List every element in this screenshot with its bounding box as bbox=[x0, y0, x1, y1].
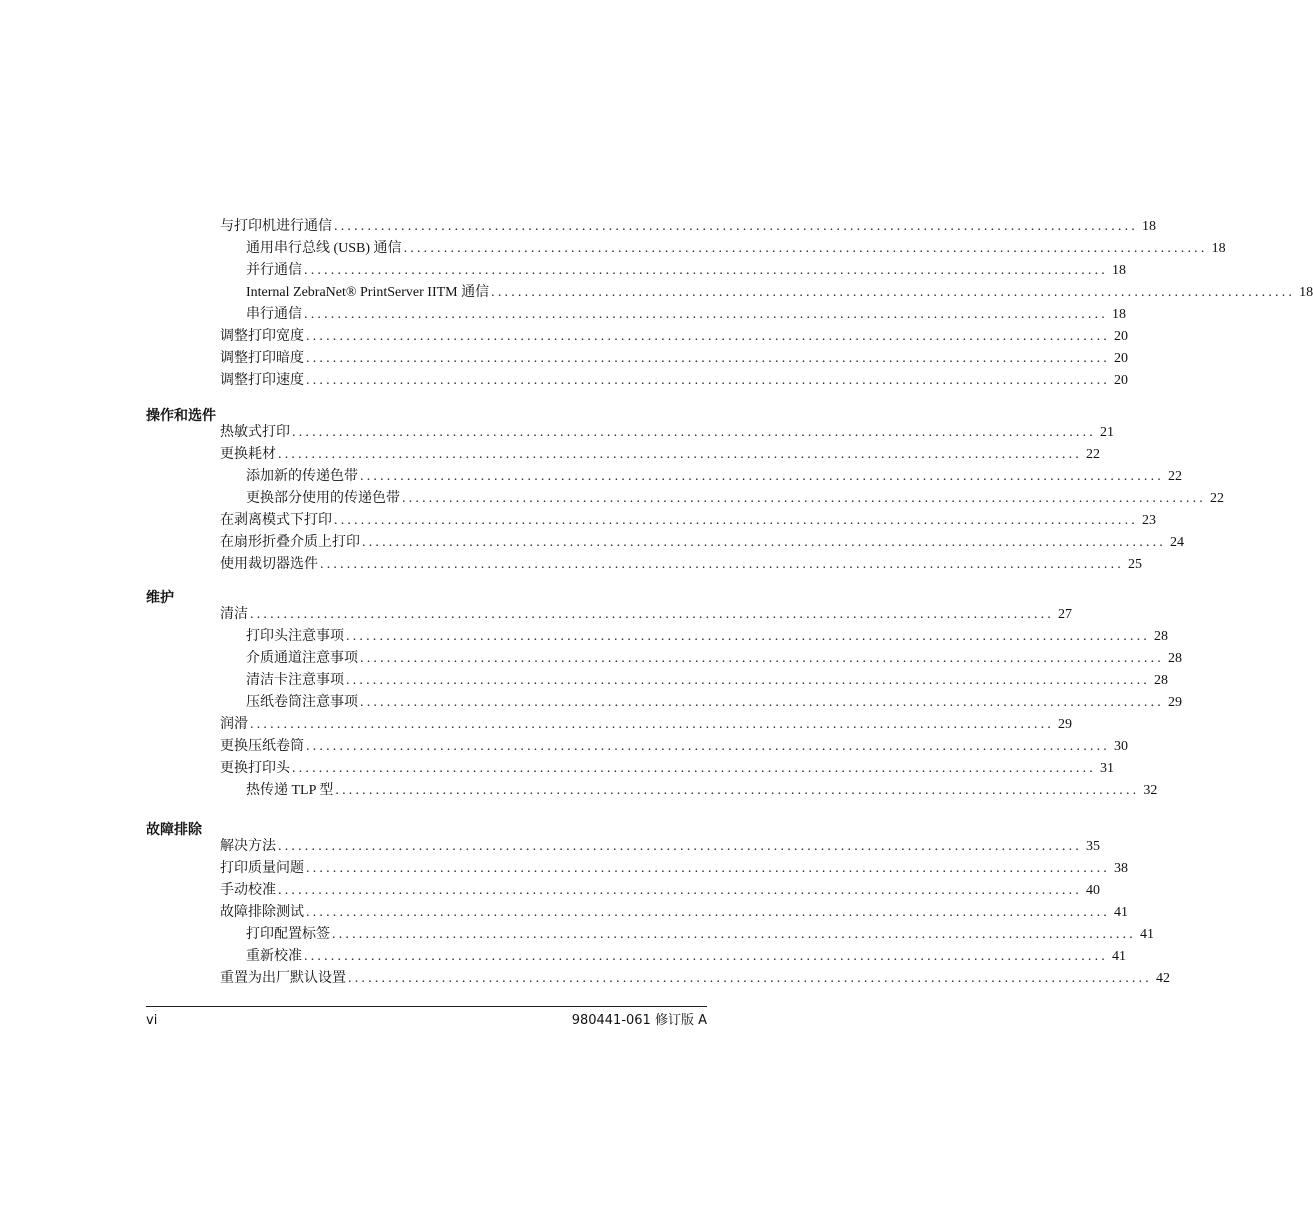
section-heading: 维护 bbox=[146, 590, 174, 606]
toc-entry-page-number: 18 bbox=[1112, 307, 1126, 322]
toc-dot-leader: ........................................................................................................................ bbox=[292, 425, 1096, 440]
toc-dot-leader: ........................................................................................................................ bbox=[346, 629, 1150, 644]
toc-entry[interactable] bbox=[220, 604, 1072, 626]
toc-entry-page-number: 28 bbox=[1154, 629, 1168, 644]
toc-dot-leader: ........................................................................................................................ bbox=[360, 469, 1164, 484]
toc-dot-leader: ........................................................................................................................ bbox=[332, 927, 1136, 942]
toc-entry[interactable] bbox=[246, 780, 1158, 802]
toc-entry-page-number: 22 bbox=[1168, 469, 1182, 484]
toc-dot-leader: ........................................................................................................................ bbox=[334, 219, 1138, 234]
toc-entry-page-number: 21 bbox=[1100, 425, 1114, 440]
toc-entry-page-number: 32 bbox=[1143, 783, 1158, 798]
toc-entry-page-number: 18 bbox=[1142, 219, 1156, 234]
toc-entry-page-number: 22 bbox=[1210, 491, 1224, 506]
toc-entry-title: 压纸卷筒注意事项 bbox=[246, 695, 358, 710]
toc-entry-title: 清洁 bbox=[220, 607, 248, 622]
toc-dot-leader: ........................................................................................................................ bbox=[403, 241, 1208, 256]
toc-entry-title: 使用裁切器选件 bbox=[220, 557, 318, 572]
section-heading: 操作和选件 bbox=[146, 408, 216, 424]
toc-entry[interactable] bbox=[220, 216, 1156, 238]
toc-dot-leader: ........................................................................................................................ bbox=[360, 695, 1164, 710]
toc-entry[interactable] bbox=[220, 326, 1128, 348]
toc-entry[interactable] bbox=[220, 736, 1128, 758]
toc-dot-leader: ........................................................................................................................ bbox=[304, 949, 1108, 964]
toc-entry[interactable] bbox=[246, 282, 1313, 304]
toc-dot-leader: ........................................................................................................................ bbox=[306, 351, 1110, 366]
toc-entry-title: 添加新的传递色带 bbox=[246, 469, 358, 484]
toc-entry-page-number: 25 bbox=[1128, 557, 1142, 572]
toc-entry-title: 通用串行总线 (USB) 通信 bbox=[246, 241, 402, 256]
toc-entry-title: 调整打印暗度 bbox=[220, 351, 304, 366]
toc-dot-leader: ........................................................................................................................ bbox=[402, 491, 1206, 506]
toc-entry[interactable] bbox=[246, 924, 1154, 946]
toc-entry-page-number: 41 bbox=[1140, 927, 1154, 942]
toc-entry[interactable] bbox=[220, 858, 1128, 880]
toc-entry[interactable] bbox=[220, 370, 1128, 392]
toc-entry[interactable] bbox=[220, 968, 1170, 990]
toc-entry-title: 重新校准 bbox=[246, 949, 302, 964]
toc-entry-title: 故障排除测试 bbox=[220, 905, 304, 920]
toc-entry[interactable] bbox=[246, 626, 1168, 648]
toc-entry-page-number: 28 bbox=[1154, 673, 1168, 688]
toc-entry[interactable] bbox=[246, 692, 1182, 714]
toc-entry-page-number: 20 bbox=[1114, 329, 1128, 344]
toc-dot-leader: ........................................................................................................................ bbox=[250, 717, 1054, 732]
toc-entry-title: 手动校准 bbox=[220, 883, 276, 898]
toc-entry-page-number: 42 bbox=[1156, 971, 1170, 986]
toc-entry[interactable] bbox=[246, 946, 1126, 968]
toc-entry-page-number: 38 bbox=[1114, 861, 1128, 876]
toc-entry-page-number: 30 bbox=[1114, 739, 1128, 754]
toc-entry[interactable] bbox=[220, 348, 1128, 370]
toc-entry-page-number: 27 bbox=[1058, 607, 1072, 622]
toc-dot-leader: ........................................................................................................................ bbox=[306, 861, 1110, 876]
toc-dot-leader: ........................................................................................................................ bbox=[362, 535, 1166, 550]
toc-entry[interactable] bbox=[220, 444, 1100, 466]
toc-entry[interactable] bbox=[246, 648, 1182, 670]
footer-page-number: vi bbox=[146, 1013, 158, 1028]
toc-entry-page-number: 20 bbox=[1114, 351, 1128, 366]
toc-entry-page-number: 24 bbox=[1170, 535, 1184, 550]
toc-entry-title: 热敏式打印 bbox=[220, 425, 290, 440]
toc-entry[interactable] bbox=[220, 836, 1100, 858]
toc-dot-leader: ........................................................................................................................ bbox=[304, 307, 1108, 322]
toc-entry[interactable] bbox=[220, 902, 1128, 924]
toc-dot-leader: ........................................................................................................................ bbox=[346, 673, 1150, 688]
toc-entry-page-number: 41 bbox=[1112, 949, 1126, 964]
toc-entry-title: 更换打印头 bbox=[220, 761, 290, 776]
toc-dot-leader: ........................................................................................................................ bbox=[292, 761, 1096, 776]
toc-entry[interactable] bbox=[220, 510, 1156, 532]
toc-entry-title: 在剥离模式下打印 bbox=[220, 513, 332, 528]
toc-entry-title: 更换压纸卷筒 bbox=[220, 739, 304, 754]
toc-entry-title: 与打印机进行通信 bbox=[220, 219, 332, 234]
toc-entry[interactable] bbox=[246, 260, 1126, 282]
toc-entry[interactable] bbox=[246, 488, 1224, 510]
toc-dot-leader: ........................................................................................................................ bbox=[306, 739, 1110, 754]
toc-dot-leader: ........................................................................................................................ bbox=[306, 329, 1110, 344]
toc-entry-page-number: 29 bbox=[1168, 695, 1182, 710]
toc-entry[interactable] bbox=[246, 304, 1126, 326]
toc-entry[interactable] bbox=[246, 466, 1182, 488]
toc-entry-title: 在扇形折叠介质上打印 bbox=[220, 535, 360, 550]
toc-entry[interactable] bbox=[220, 532, 1184, 554]
toc-entry[interactable] bbox=[246, 670, 1168, 692]
toc-dot-leader: ........................................................................................................................ bbox=[278, 839, 1082, 854]
toc-entry[interactable] bbox=[220, 422, 1114, 444]
toc-entry-title: 清洁卡注意事项 bbox=[246, 673, 344, 688]
toc-entry-title: 打印配置标签 bbox=[246, 927, 330, 942]
toc-dot-leader: ........................................................................................................................ bbox=[335, 783, 1140, 798]
toc-entry-page-number: 20 bbox=[1114, 373, 1128, 388]
toc-dot-leader: ........................................................................................................................ bbox=[278, 447, 1082, 462]
toc-entry-title: 调整打印速度 bbox=[220, 373, 304, 388]
toc-entry-title: 调整打印宽度 bbox=[220, 329, 304, 344]
toc-dot-leader: ........................................................................................................................ bbox=[334, 513, 1138, 528]
toc-dot-leader: ........................................................................................................................ bbox=[360, 651, 1164, 666]
toc-entry-title: 重置为出厂默认设置 bbox=[220, 971, 346, 986]
toc-dot-leader: ........................................................................................................................ bbox=[306, 373, 1110, 388]
toc-entry[interactable] bbox=[220, 554, 1142, 576]
toc-entry-title: Internal ZebraNet® PrintServer IITM 通信 bbox=[246, 285, 490, 300]
toc-entry-page-number: 29 bbox=[1058, 717, 1072, 732]
toc-entry[interactable] bbox=[220, 714, 1072, 736]
toc-entry-page-number: 23 bbox=[1142, 513, 1156, 528]
toc-entry-title: 热传递 TLP 型 bbox=[246, 783, 334, 798]
toc-entry-page-number: 31 bbox=[1100, 761, 1114, 776]
toc-entry[interactable] bbox=[246, 238, 1226, 260]
toc-dot-leader: ........................................................................................................................ bbox=[320, 557, 1124, 572]
toc-entry-title: 打印头注意事项 bbox=[246, 629, 344, 644]
toc-dot-leader: ........................................................................................................................ bbox=[278, 883, 1082, 898]
toc-entry-page-number: 18 bbox=[1211, 241, 1226, 256]
toc-entry[interactable] bbox=[220, 758, 1114, 780]
toc-entry-title: 解决方法 bbox=[220, 839, 276, 854]
toc-entry-page-number: 22 bbox=[1086, 447, 1100, 462]
toc-entry-title: 润滑 bbox=[220, 717, 248, 732]
toc-entry-title: 打印质量问题 bbox=[220, 861, 304, 876]
toc-dot-leader: ........................................................................................................................ bbox=[491, 285, 1296, 300]
toc-dot-leader: ........................................................................................................................ bbox=[348, 971, 1152, 986]
section-heading: 故障排除 bbox=[146, 822, 202, 838]
toc-entry-title: 串行通信 bbox=[246, 307, 302, 322]
footer-document-id: 980441-061 修订版 A bbox=[571, 1013, 707, 1028]
toc-entry-title: 更换耗材 bbox=[220, 447, 276, 462]
toc-entry-page-number: 18 bbox=[1112, 263, 1126, 278]
toc-entry-title: 更换部分使用的传递色带 bbox=[246, 491, 400, 506]
toc-entry-title: 介质通道注意事项 bbox=[246, 651, 358, 666]
toc-dot-leader: ........................................................................................................................ bbox=[250, 607, 1054, 622]
toc-entry-page-number: 18 bbox=[1299, 285, 1313, 300]
toc-entry-title: 并行通信 bbox=[246, 263, 302, 278]
toc-dot-leader: ........................................................................................................................ bbox=[306, 905, 1110, 920]
toc-entry-page-number: 28 bbox=[1168, 651, 1182, 666]
toc-dot-leader: ........................................................................................................................ bbox=[304, 263, 1108, 278]
toc-entry-page-number: 35 bbox=[1086, 839, 1100, 854]
footer-rule bbox=[146, 1006, 707, 1007]
toc-entry-page-number: 41 bbox=[1114, 905, 1128, 920]
toc-entry-page-number: 40 bbox=[1086, 883, 1100, 898]
toc-entry[interactable] bbox=[220, 880, 1100, 902]
